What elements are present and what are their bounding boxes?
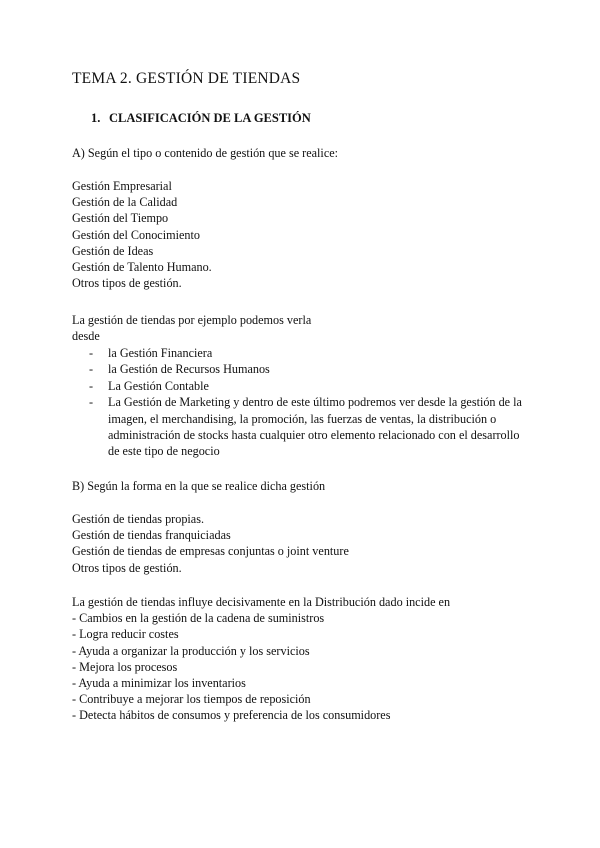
section-number: 1. bbox=[91, 111, 101, 125]
list-item: Gestión de tiendas de empresas conjuntas o joint venture bbox=[72, 544, 349, 559]
list-item: - Ayuda a organizar la producción y los servicios bbox=[72, 643, 310, 658]
influence-block bbox=[72, 594, 450, 724]
list-item-text: la Gestión de Recursos Humanos bbox=[108, 362, 270, 377]
section-heading bbox=[91, 111, 311, 126]
list-item: - Logra reducir costes bbox=[72, 627, 179, 642]
list-item: Gestión del Tiempo bbox=[72, 211, 169, 226]
stores-intro-line: desde bbox=[72, 329, 100, 344]
list-item bbox=[89, 361, 529, 377]
list-item bbox=[89, 345, 529, 361]
stores-bullet-list bbox=[89, 345, 529, 460]
list-item: Gestión de la Calidad bbox=[72, 195, 178, 210]
influence-intro: La gestión de tiendas influye decisivamente en la Distribución dado incide en bbox=[72, 595, 451, 609]
section-title: CLASIFICACIÓN DE LA GESTIÓN bbox=[109, 111, 311, 125]
list-item bbox=[89, 378, 529, 394]
list-item: Otros tipos de gestión. bbox=[72, 560, 182, 575]
list-item: Gestión Empresarial bbox=[72, 179, 172, 193]
list-item: - Detecta hábitos de consumos y preferencia de los consumidores bbox=[72, 708, 391, 723]
list-item: - Cambios en la gestión de la cadena de suministros bbox=[72, 611, 325, 626]
list-item bbox=[89, 394, 529, 460]
part-b-types-list bbox=[72, 511, 349, 576]
list-item: - Mejora los procesos bbox=[72, 659, 178, 674]
list-item: - Ayuda a minimizar los inventarios bbox=[72, 676, 246, 691]
part-a-intro: A) Según el tipo o contenido de gestión que se realice: bbox=[72, 146, 339, 160]
list-item: Gestión de tiendas franquiciadas bbox=[72, 528, 231, 543]
document-title: TEMA 2. GESTIÓN DE TIENDAS bbox=[72, 70, 301, 87]
stores-intro-line: La gestión de tiendas por ejemplo podemos verla bbox=[72, 313, 312, 327]
bullet-dash: - bbox=[89, 346, 94, 360]
list-item: Otros tipos de gestión. bbox=[72, 276, 182, 291]
list-item-text: La Gestión de Marketing y dentro de este último podremos ver desde la gestión de la imagen, el merchandising, la promoción, las fuerzas de ventas, la distribución o administración de stocks hasta cualquier otro elemento relacionado con el desarrollo de este tipo de negocio bbox=[108, 395, 522, 459]
part-a-types-list bbox=[72, 178, 212, 291]
list-item: Gestión del Conocimiento bbox=[72, 227, 200, 242]
bullet-dash: - bbox=[89, 395, 94, 410]
list-item-text: La Gestión Contable bbox=[108, 378, 209, 393]
part-a-intro-block bbox=[72, 145, 338, 161]
list-item: Gestión de Ideas bbox=[72, 243, 154, 258]
part-b-intro-block bbox=[72, 478, 325, 494]
list-item: - Contribuye a mejorar los tiempos de reposición bbox=[72, 692, 311, 707]
list-item: Gestión de tiendas propias. bbox=[72, 512, 205, 526]
list-item: Gestión de Talento Humano. bbox=[72, 260, 212, 275]
stores-intro-block bbox=[72, 312, 311, 344]
bullet-dash: - bbox=[89, 378, 94, 393]
part-b-intro: B) Según la forma en la que se realice dicha gestión bbox=[72, 479, 326, 493]
list-item-text: la Gestión Financiera bbox=[108, 346, 213, 360]
bullet-dash: - bbox=[89, 362, 94, 377]
